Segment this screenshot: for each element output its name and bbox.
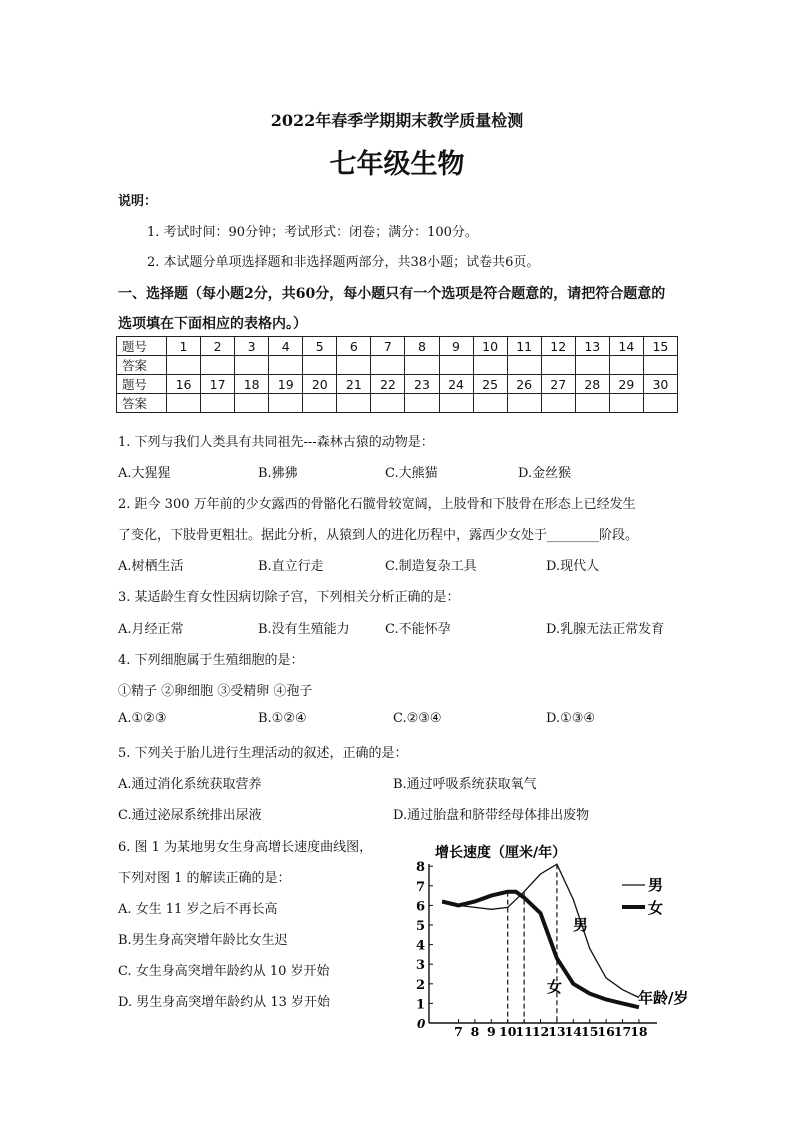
subject-title: 七年级生物: [329, 149, 465, 180]
y-tick-label: 3: [416, 958, 426, 974]
number-cell: 7: [371, 337, 405, 356]
section-title-cont: 选项填在下面相应的表格内。）: [118, 316, 307, 332]
number-cell: 26: [507, 375, 541, 394]
q1-option-b[interactable]: B.狒狒: [258, 466, 298, 481]
number-cell: 17: [201, 375, 235, 394]
y-tick-label: 1: [416, 997, 426, 1013]
y-tick-label: 2: [416, 977, 426, 993]
q3-option-a[interactable]: A.月经正常: [118, 622, 184, 637]
x-axis-label: 年龄/岁: [638, 989, 689, 1007]
question-5-stem: 5. 下列关于胎儿进行生理活动的叙述，正确的是：: [118, 746, 408, 761]
number-cell: 18: [235, 375, 269, 394]
number-cell: 6: [337, 337, 371, 356]
q4-option-d[interactable]: D.①③④: [546, 711, 596, 726]
origin-label: 0: [417, 1017, 426, 1031]
table-row: [117, 337, 678, 356]
y-tick-label: 5: [416, 919, 426, 934]
x-tick-label: 17: [613, 1024, 632, 1038]
answer-cell[interactable]: [371, 356, 405, 375]
q5-option-d[interactable]: D.通过胎盘和脐带经母体排出废物: [393, 808, 590, 823]
number-cell: 5: [303, 337, 337, 356]
answer-table: [116, 336, 678, 413]
question-4-stem: 4. 下列细胞属于生殖细胞的是：: [118, 653, 304, 668]
q3-option-c[interactable]: C.不能怀孕: [385, 622, 451, 637]
q5-option-c[interactable]: C.通过泌尿系统排出尿液: [118, 808, 262, 823]
question-6-stem-cont: 下列对图 1 的解读正确的是：: [118, 871, 291, 886]
x-tick-label: 16: [597, 1024, 615, 1038]
y-tick-label: 6: [416, 899, 426, 915]
q4-option-a[interactable]: A.①②③: [118, 711, 167, 726]
answer-cell[interactable]: [473, 356, 507, 375]
answer-cell[interactable]: [167, 394, 201, 413]
number-cell: 11: [507, 337, 541, 356]
answer-cell[interactable]: [405, 394, 439, 413]
answer-cell[interactable]: [337, 356, 371, 375]
number-cell: 8: [405, 337, 439, 356]
number-cell: 10: [473, 337, 507, 356]
q2-option-b[interactable]: B.直立行走: [258, 559, 324, 574]
q3-option-d[interactable]: D.乳腺无法正常发育: [546, 622, 665, 637]
number-cell: 24: [439, 375, 473, 394]
answer-cell[interactable]: [575, 356, 609, 375]
answer-cell[interactable]: [405, 356, 439, 375]
instruction-item: 1. 考试时间：90分钟；考试形式：闭卷；满分：100分。: [147, 225, 478, 240]
number-cell: 1: [167, 337, 201, 356]
number-cell: 20: [303, 375, 337, 394]
x-tick-label: 11: [515, 1024, 533, 1038]
question-1-stem: 1. 下列与我们人类具有共同祖先---森林古猿的动物是：: [118, 435, 434, 450]
number-cell: 4: [269, 337, 303, 356]
number-cell: 16: [167, 375, 201, 394]
number-cell: 2: [201, 337, 235, 356]
answer-cell[interactable]: [507, 394, 541, 413]
x-tick-label: 12: [531, 1024, 550, 1038]
y-axis-label: 增长速度（厘米/年）: [435, 845, 567, 861]
q1-option-a[interactable]: A.大猩猩: [118, 466, 171, 481]
x-tick-label: 18: [630, 1024, 648, 1038]
number-cell: 22: [371, 375, 405, 394]
y-tick-label: 4: [416, 938, 426, 954]
male-series-line: [442, 864, 639, 997]
q1-option-c[interactable]: C.大熊猫: [385, 466, 438, 481]
x-tick-label: 15: [581, 1024, 599, 1038]
x-tick-label: 9: [486, 1024, 496, 1038]
answer-cell[interactable]: [337, 394, 371, 413]
q5-option-b[interactable]: B.通过呼吸系统获取氧气: [393, 777, 537, 792]
answer-cell[interactable]: [235, 394, 269, 413]
q1-option-d[interactable]: D.金丝猴: [518, 466, 572, 481]
answer-cell[interactable]: [235, 356, 269, 375]
number-cell: 12: [541, 337, 575, 356]
number-cell: 21: [337, 375, 371, 394]
question-3-stem: 3. 某适龄生育女性因病切除子宫，下列相关分析正确的是：: [118, 590, 460, 605]
x-tick-label: 10: [499, 1024, 517, 1038]
instruction-item: 2. 本试题分单项选择题和非选择题两部分，共38小题；试卷共6页。: [147, 255, 540, 270]
table-row: [117, 375, 678, 394]
question-2-stem-cont: 了变化，下肢骨更粗壮。据此分析，从猿到人的进化历程中，露西少女处于________阶段。: [118, 528, 639, 543]
answer-cell[interactable]: [473, 394, 507, 413]
q6-option-a[interactable]: A. 女生 11 岁之后不再长高: [118, 902, 278, 917]
number-cell: 27: [541, 375, 575, 394]
table-row: [117, 394, 678, 413]
row-label: 答案: [117, 394, 167, 413]
number-cell: 15: [643, 337, 677, 356]
q4-option-b[interactable]: B.①②④: [258, 711, 307, 726]
curve-label-male: 男: [573, 916, 589, 934]
growth-chart: [405, 838, 715, 1038]
exam-title: 2022年春季学期期末教学质量检测: [270, 111, 524, 130]
answer-cell[interactable]: [269, 394, 303, 413]
answer-cell[interactable]: [439, 356, 473, 375]
answer-cell[interactable]: [439, 394, 473, 413]
curve-label-female: 女: [547, 978, 563, 996]
legend-female-label: 女: [648, 899, 664, 917]
x-tick-label: 13: [548, 1024, 566, 1038]
answer-cell[interactable]: [609, 356, 643, 375]
legend-male-label: 男: [648, 876, 664, 894]
answer-cell[interactable]: [269, 356, 303, 375]
q4-option-c[interactable]: C.②③④: [393, 711, 442, 726]
x-tick-label: 7: [454, 1024, 463, 1038]
answer-cell[interactable]: [609, 394, 643, 413]
number-cell: 9: [439, 337, 473, 356]
row-label: 题号: [117, 375, 167, 394]
answer-cell[interactable]: [507, 356, 541, 375]
answer-cell[interactable]: [643, 356, 677, 375]
number-cell: 13: [575, 337, 609, 356]
row-label: 答案: [117, 356, 167, 375]
number-cell: 14: [609, 337, 643, 356]
q5-option-a[interactable]: A.通过消化系统获取营养: [118, 777, 262, 792]
row-label: 题号: [117, 337, 167, 356]
answer-cell[interactable]: [541, 394, 575, 413]
y-tick-label: 7: [416, 879, 426, 895]
answer-cell[interactable]: [303, 356, 337, 375]
question-4-choices: ①精子 ②卵细胞 ③受精卵 ④孢子: [118, 684, 313, 699]
question-2-stem: 2. 距今 300 万年前的少女露西的骨骼化石髋骨较宽阔，上肢骨和下肢骨在形态上已经发生: [118, 497, 636, 512]
q2-option-c[interactable]: C.制造复杂工具: [385, 559, 477, 574]
answer-cell[interactable]: [643, 394, 677, 413]
q2-option-a[interactable]: A.树栖生活: [118, 559, 184, 574]
number-cell: 3: [235, 337, 269, 356]
answer-cell[interactable]: [167, 356, 201, 375]
q6-option-d[interactable]: D. 男生身高突增年龄约从 13 岁开始: [118, 995, 331, 1010]
table-row: [117, 356, 678, 375]
q6-option-c[interactable]: C. 女生身高突增年龄约从 10 岁开始: [118, 964, 330, 979]
answer-cell[interactable]: [303, 394, 337, 413]
instructions-label: 说明：: [118, 194, 158, 209]
answer-cell[interactable]: [371, 394, 405, 413]
y-tick-label: 8: [416, 860, 426, 876]
answer-cell[interactable]: [541, 356, 575, 375]
number-cell: 30: [643, 375, 677, 394]
number-cell: 28: [575, 375, 609, 394]
number-cell: 19: [269, 375, 303, 394]
answer-cell[interactable]: [201, 394, 235, 413]
female-series-line: [442, 892, 639, 1008]
answer-cell[interactable]: [201, 356, 235, 375]
q3-option-b[interactable]: B.没有生殖能力: [258, 622, 350, 637]
number-cell: 25: [473, 375, 507, 394]
number-cell: 23: [405, 375, 439, 394]
answer-cell[interactable]: [575, 394, 609, 413]
q6-option-b[interactable]: B.男生身高突增年龄比女生迟: [118, 933, 288, 948]
question-6-stem: 6. 图 1 为某地男女生身高增长速度曲线图，: [118, 840, 373, 855]
x-tick-label: 14: [564, 1024, 583, 1038]
q2-option-d[interactable]: D.现代人: [546, 559, 600, 574]
number-cell: 29: [609, 375, 643, 394]
x-tick-label: 8: [470, 1024, 480, 1038]
section-title: 一、选择题（每小题2分，共60分，每小题只有一个选项是符合题意的，请把符合题意的: [118, 286, 666, 302]
